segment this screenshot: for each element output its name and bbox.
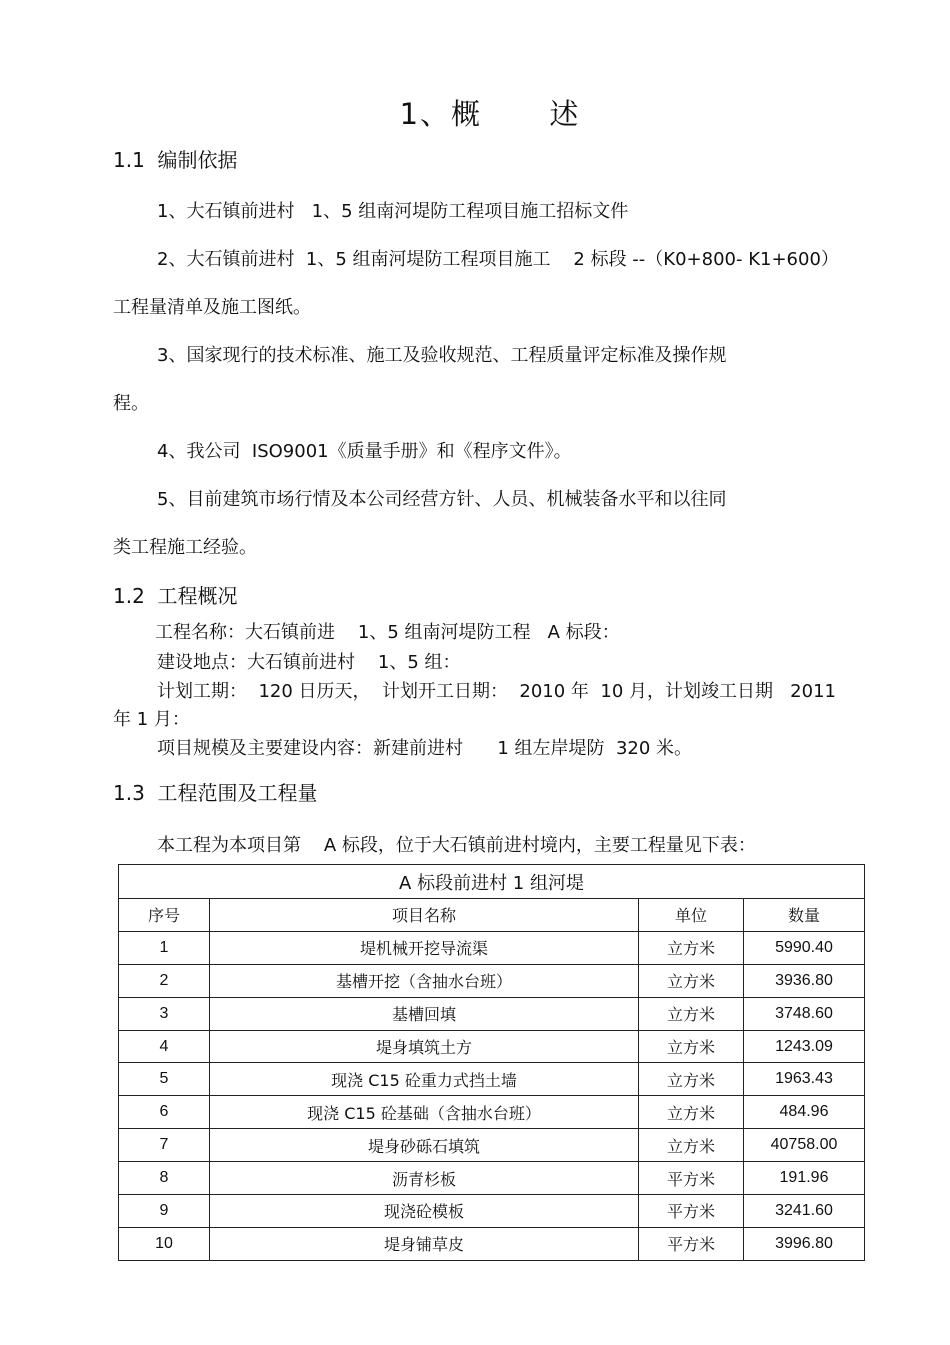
table-row [119,1162,865,1195]
row-unit: 立方米 [639,1129,744,1162]
table-header-row [119,899,865,932]
basis-item-2: 2、大石镇前进村 1、5 组南河堤防工程项目施工 2 标段 --（K0+800- K1+600） [157,249,839,270]
table-row [119,1129,865,1162]
header-item: 项目名称 [210,899,639,932]
header-index: 序号 [119,899,210,932]
header-quantity: 数量 [744,899,865,932]
overview-location: 建设地点：大石镇前进村 1、5 组： [157,652,461,673]
row-item-name: 堤机械开挖导流渠 [210,931,639,964]
table-row [119,997,865,1030]
table-row [119,1227,865,1260]
overview-schedule-cont: 年 1 月： [113,709,190,730]
section-heading-overview: 1.2 工程概况 [113,584,238,608]
row-item-name: 现浇 C15 砼重力式挡土墙 [210,1063,639,1096]
row-unit: 立方米 [639,1030,744,1063]
row-unit: 立方米 [639,1096,744,1129]
basis-item-1: 1、大石镇前进村 1、5 组南河堤防工程项目施工招标文件 [157,201,629,222]
row-unit: 立方米 [639,1063,744,1096]
row-index: 8 [119,1162,210,1195]
row-quantity: 5990.40 [744,931,865,964]
overview-project-name: 工程名称：大石镇前进 1、5 组南河堤防工程 A 标段： [155,622,620,643]
page-title: 1、概 述 [399,97,581,131]
table-row [119,964,865,997]
row-item-name: 沥青杉板 [210,1162,639,1195]
basis-item-3-cont: 程。 [113,393,149,414]
row-unit: 立方米 [639,964,744,997]
basis-item-5-cont: 类工程施工经验。 [113,537,257,558]
row-index: 5 [119,1063,210,1096]
row-index: 7 [119,1129,210,1162]
table-row [119,931,865,964]
row-item-name: 基槽开挖（含抽水台班） [210,964,639,997]
section-heading-basis: 1.1 编制依据 [113,148,238,172]
quantity-table [118,864,865,1261]
basis-item-4: 4、我公司 ISO9001《质量手册》和《程序文件》。 [157,441,572,462]
row-index: 3 [119,997,210,1030]
row-unit: 平方米 [639,1162,744,1195]
table-row [119,1195,865,1228]
row-unit: 立方米 [639,931,744,964]
row-item-name: 堤身填筑土方 [210,1030,639,1063]
row-index: 1 [119,931,210,964]
row-quantity: 484.96 [744,1096,865,1129]
basis-item-2-cont: 工程量清单及施工图纸。 [113,297,311,318]
row-unit: 立方米 [639,997,744,1030]
row-item-name: 基槽回填 [210,997,639,1030]
table-row [119,1096,865,1129]
row-unit: 平方米 [639,1227,744,1260]
header-unit: 单位 [639,899,744,932]
row-quantity: 1963.43 [744,1063,865,1096]
row-quantity: 1243.09 [744,1030,865,1063]
table-row [119,1030,865,1063]
row-item-name: 堤身砂砾石填筑 [210,1129,639,1162]
row-item-name: 现浇 C15 砼基础（含抽水台班） [210,1096,639,1129]
table-row [119,1063,865,1096]
basis-item-5: 5、目前建筑市场行情及本公司经营方针、人员、机械装备水平和以往同 [157,489,727,510]
row-quantity: 3241.60 [744,1195,865,1228]
overview-schedule: 计划工期： 120 日历天， 计划开工日期： 2010 年 10 月，计划竣工日期 2011 [157,681,836,702]
row-quantity: 3936.80 [744,964,865,997]
row-index: 9 [119,1195,210,1228]
basis-item-3: 3、国家现行的技术标准、施工及验收规范、工程质量评定标准及操作规 [157,345,727,366]
row-index: 4 [119,1030,210,1063]
row-item-name: 现浇砼模板 [210,1195,639,1228]
table-caption: A 标段前进村 1 组河堤 [119,865,865,899]
row-quantity: 191.96 [744,1162,865,1195]
overview-scale: 项目规模及主要建设内容：新建前进村 1 组左岸堤防 320 米。 [157,738,693,759]
row-quantity: 40758.00 [744,1129,865,1162]
row-index: 10 [119,1227,210,1260]
row-quantity: 3748.60 [744,997,865,1030]
row-quantity: 3996.80 [744,1227,865,1260]
row-index: 2 [119,964,210,997]
row-unit: 平方米 [639,1195,744,1228]
row-item-name: 堤身铺草皮 [210,1227,639,1260]
section-heading-scope: 1.3 工程范围及工程量 [113,781,318,805]
scope-intro: 本工程为本项目第 A 标段，位于大石镇前进村境内，主要工程量见下表： [157,835,756,856]
row-index: 6 [119,1096,210,1129]
